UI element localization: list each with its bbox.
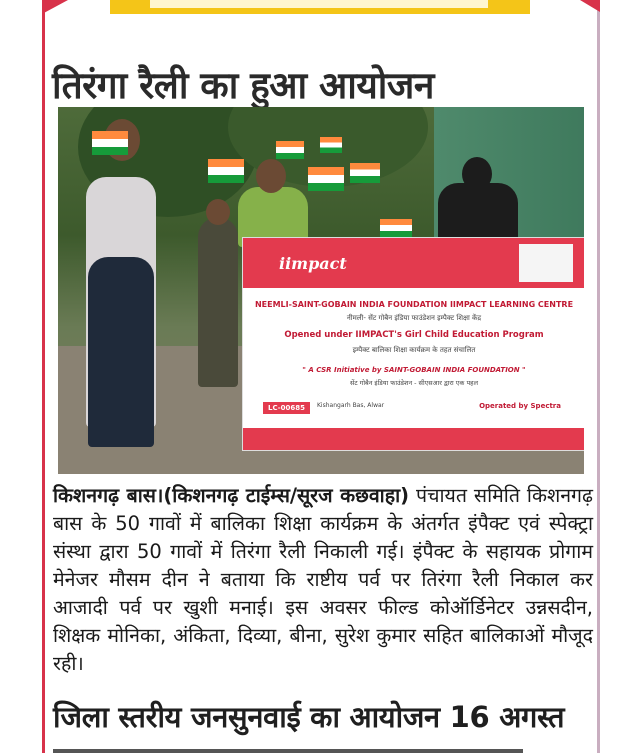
person-head [206, 199, 230, 225]
person-head [256, 159, 286, 193]
banner-csr-hi: सेंट गोबैन इंडिया फाउंडेशन - सीएसआर द्वारा एक पहल [349, 379, 479, 387]
news-photo [58, 107, 584, 474]
corner-decoration-left [42, 0, 68, 14]
top-band-inner [150, 0, 488, 8]
saint-gobain-logo [519, 244, 573, 282]
banner-csr-en: " A CSR Initiative by SAINT-GOBAIN INDIA FOUNDATION " [302, 366, 526, 374]
banner-address: Kishangarh Bas, Alwar [317, 402, 385, 409]
person-head [462, 157, 492, 191]
banner-program-hi: इम्पैक्ट बालिका शिक्षा कार्यक्रम के तहत संचालित [352, 346, 476, 354]
indian-flag [208, 159, 244, 183]
person-child [198, 217, 238, 387]
page-border-right [597, 0, 600, 753]
banner-title-hi: नीमली- सेंट गोबैन इंडिया फाउंडेशन इम्पैक्ट शिक्षा केंद्र [346, 314, 482, 322]
banner-operator: Operated by Spectra [479, 402, 561, 410]
indian-flag [350, 163, 380, 183]
banner-title-en: NEEMLI-SAINT-GOBAIN INDIA FOUNDATION IIMPACT LEARNING CENTRE [254, 300, 574, 309]
article-text: पंचायत समिति किशनगढ़ बास के 50 गावों में बालिका शिक्षा कार्यक्रम के अंतर्गत इंपैक्ट एवं स्पेक्ट्रा संस्था द्वारा 50 गावों में तिरंगा रैली निकाली गई। इंपैक्ट के सहायक प्रोगाम मेनेजर मौसम दीन ने बताया कि राष्टीय पर्व पर तिरंगा रैली निकाल कर आजादी पर्व पर खुशी मनाई। इस अवसर फील्ड कोऑर्डिनेटर उन्नसदीन, शिक्षक मोनिका, अंकिता, दिव्या, बीना, सुरेश कुमार सहित बालिकाओं मौजूद रही। [53, 484, 593, 675]
iimpact-logo: iimpact [279, 254, 347, 273]
person-man-jeans [88, 257, 154, 447]
program-banner [242, 237, 584, 451]
banner-program-en: Opened under IIMPACT's Girl Child Education Program [284, 330, 544, 340]
indian-flag [92, 131, 128, 155]
next-headline: जिला स्तरीय जनसुनवाई का आयोजन 16 अगस्त [53, 700, 565, 734]
indian-flag [380, 219, 412, 237]
person-girl-right [438, 183, 518, 243]
indian-flag [320, 137, 342, 153]
article-body [53, 482, 593, 678]
page-border-left [42, 0, 45, 753]
banner-centre-code: LC-00685 [263, 402, 310, 414]
article-dateline: किशनगढ़ बास।(किशनगढ़ टाईम्स/सूरज कछवाहा) [53, 484, 410, 507]
corner-decoration-right [580, 0, 600, 12]
cut-off-text-line [53, 740, 523, 753]
indian-flag [276, 141, 304, 159]
indian-flag [308, 167, 344, 191]
headline: तिरंगा रैली का हुआ आयोजन [52, 64, 434, 107]
banner-footer [243, 428, 584, 450]
